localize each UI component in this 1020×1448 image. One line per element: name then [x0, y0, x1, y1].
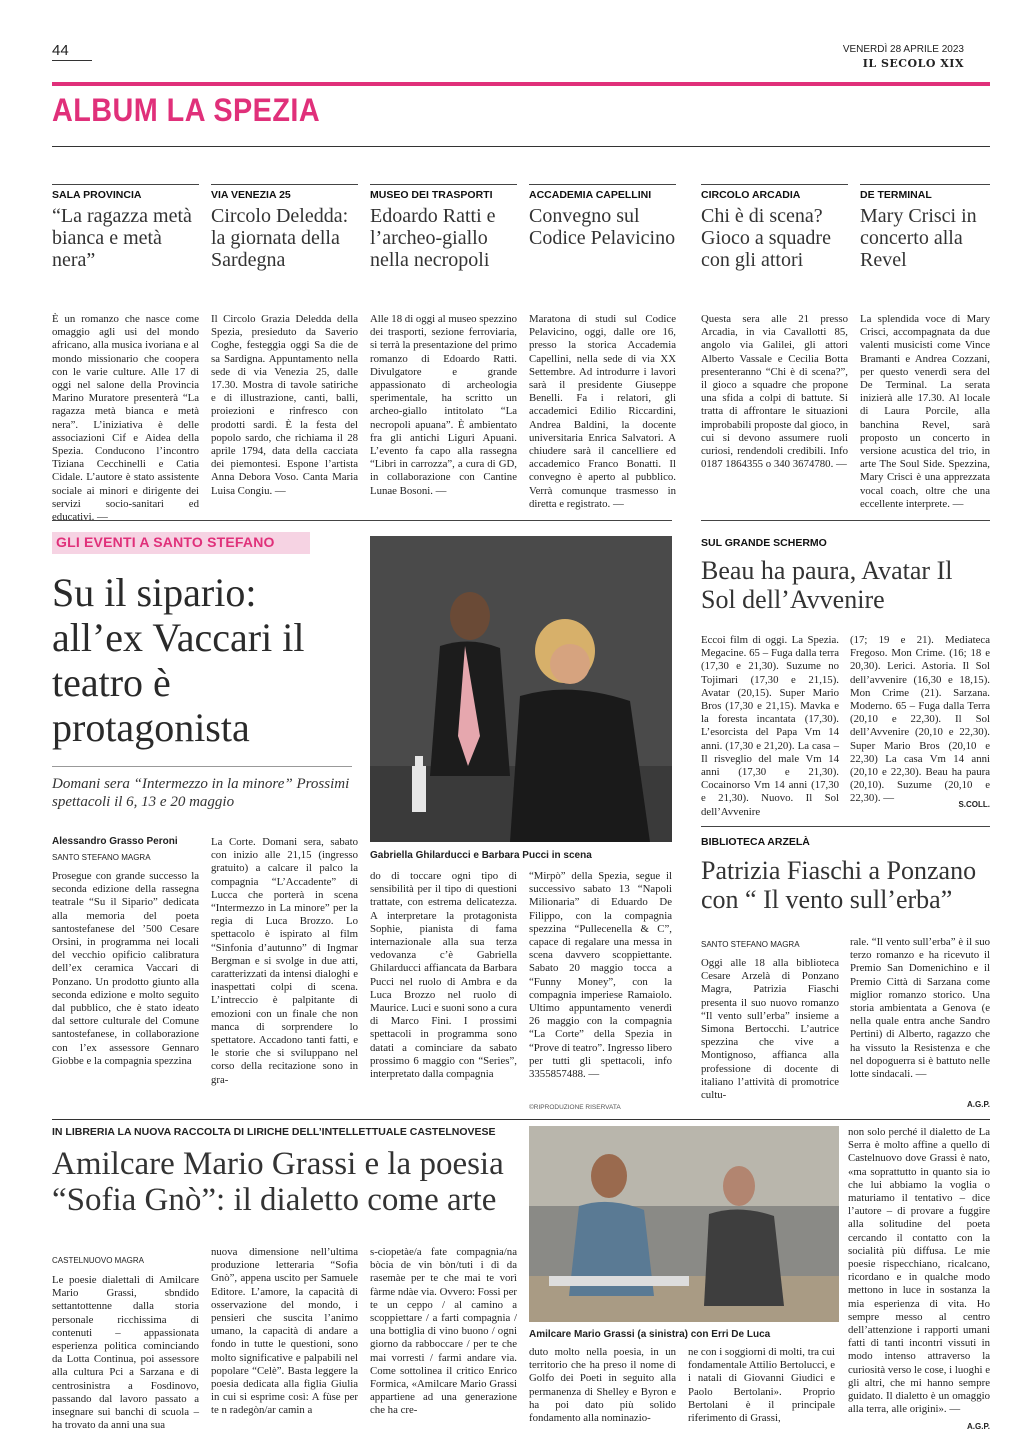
cinema-signature: S.COLL. [958, 800, 990, 809]
cinema-col1: Eccoi film di oggi. La Spezia. Megacine. 65 – Fuga dalla terra (17,30 e 21,30). Suzume no Tojimari (17,30 e 21,15). Avatar (20,15). Super Mario Bros (17,30 e 21,15). Mavka e la foresta incantata (17,30). L’esorcista del Papa Vm 14 anni. (17,30 e 21,20). La casa – Il risveglio del male Vm 14 anni (17,30 e 21,30). Cocainorso Vm 14 anni (17,30 e 21,30). Nuovo. Il Sol dell’Avvenire [701, 634, 839, 818]
library-rule [701, 826, 990, 827]
library-title: Patrizia Fiaschi a Ponzano con “ Il vento sull’erba” [701, 856, 977, 914]
section-divider [52, 146, 990, 147]
header-rule-short [52, 60, 92, 61]
article-de-terminal [860, 184, 990, 511]
article-kicker: VIA VENEZIA 25 [211, 184, 358, 201]
article-sala-provincia [52, 184, 199, 524]
bottom-article-col3: s-ciopetàe/a fate compagnìa/na bòcia de vin bòn/tuti i dì da rasemàe per te che mai te vorì fàrme ndàe via. Ovvero: Fossi per te un ceppo / al camino a scoppiettare / a farti compagnia / una bottiglia di vino buono / ogni giorno da rabboccare / per te che mai vorresti / farmi andare via. Come sottolinea il critico Enrico Formica, «Amilcare Mario Grassi appartiene ad una generazione che ha cre- [370, 1246, 517, 1417]
article-body: Questa sera alle 21 presso Arcadia, in via Cavallotti 85, angolo via Galilei, gli attori Alberto Vassale e Cecilia Botta presenteranno “Chi è di scena?”, il gioco a squadre che propone una sfida a colpi di battute. Si tratta di affrontare le situazioni improbabili proposte dal gioco, in cui si devono assumere ruoli curiosi, rendendoli credibili. Info 0187 1864355 o 340 3674780. — [701, 313, 848, 471]
cinema-kicker: SUL GRANDE SCHERMO [701, 537, 827, 549]
library-signature: A.G.P. [967, 1100, 990, 1109]
library-col1: Oggi alle 18 alla biblioteca Cesare Arzelà di Ponzano Magra, Patrizia Fiaschi presenta il suo nuovo romanzo “Il vento sull’erba” insieme a Simona Bertocchi. L’autrice spezzina che vive a Montignoso, affianca alla professione di docente di italiano l’attività di promotrice cultu- [701, 957, 839, 1102]
main-article-col3: do di toccare ogni tipo di sensibilità per il tipo di questioni trattate, con estrema delicatezza. A interpretare la protagonista Sophie, pianista di fama internazionale alla sua terza vedovanza c’è Gabriella Ghilarducci affiancata da Barbara Pucci nel ruolo di Ambra e da Luca Brozzo nel ruolo di Maurice. Luci e suoni sono a cura di Marco Fini. I prossimi spettacoli in programma sono datati a cominciare da sabato prossimo 6 maggio con “Series”, interpretato dalla compagnia [370, 870, 517, 1081]
theatre-photo [370, 536, 672, 842]
bottom-article-kicker: IN LIBRERIA LA NUOVA RACCOLTA DI LIRICHE DELL’INTELLETTUALE CASTELNOVESE [52, 1126, 496, 1138]
issue-date: VENERDÌ 28 APRILE 2023 [842, 44, 964, 55]
section-rule [52, 82, 990, 86]
article-via-venezia [211, 184, 358, 498]
article-kicker: SALA PROVINCIA [52, 184, 199, 201]
article-body: La splendida voce di Mary Crisci, accompagnata da due valenti musicisti come Vince Bramanti e Andrea Cozzani, per questo venerdì sera del De Terminal. La serata inizierà alle 17.30. Al locale di Laura Porcile, alla banchina Revel, sarà proposto un concerto in versione acustica del trio, in arte The Soul Side. Spezzina, Mary Crisci è una apprezzata vocal coach, oltre che una eccellente interprete. — [860, 313, 990, 510]
bottom-article-col6: non solo perché il dialetto de La Serra è molto affine a quello di Castelnuovo dove Grassi è nato, «ma soprattutto in quanto sia io che lui abbiamo la voglia o maturiamo il tentativo – dice l’autore – di provare a fuggire alla solitudine del poeta cercando il contatto con la socialità più diffusa. Le mie poesie rispecchiano, ricalcano, ricordano e in qualche modo mettono in luce in sostanza la mia esperienza di vita. Ho sempre messo al centro dell’attenzione i rapporti umani fatti di tanti incontri vissuti in modo intenso attraverso la curiosità verso le cose, i luoghi e gli altri, che mi hanno sempre guidato. Il dialetto è un omaggio alla terra, alle origini». — [848, 1126, 990, 1416]
library-col2: rale. “Il vento sull’erba” è il suo terzo romanzo e ha ricevuto il Premio San Domenichino e il Premio Città di Sarzana come miglior romanzo storico. Una storia ambientata a Genova (e nella quale entra anche Sandro Pertini) di Alberto, ragazzo che ha vissuto la Resistenza e che nel dopoguerra si è battuto nelle lotte sindacali. — [850, 936, 990, 1081]
article-body: Maratona di studi sul Codice Pelavicino, oggi, dalle ore 16, presso la storica Accademia Capellini, nella sede di via XX Settembre. Ad introdurre i lavori sarà il presidente Giuseppe Benelli. Fa i relatori, gli accademici Edilio Riccardini, Andrea Baldini, la docente universitaria Enrica Salvatori. A chiudere sarà il cancelliere ed accademico Franco Bonatti. Il convegno è aperto al pubblico. Verrà comunque trasmesso in diretta e registrato. — [529, 313, 676, 510]
article-title: Edoardo Ratti e l’archeo-giallo nella necropoli [370, 205, 496, 271]
article-kicker: MUSEO DEI TRASPORTI [370, 184, 517, 201]
article-title: Mary Crisci in concerto alla Revel [860, 205, 977, 271]
article-title: Circolo Deledda: la giornata della Sardegna [211, 205, 349, 271]
bottom-article-col4: duto molto nella poesia, in un territorio che ha preso il nome di Golfo dei Poeti in seguito alla permanenza di Shelley e Byron e ha poi dato più solido fondamento alla nominazio- [529, 1346, 676, 1425]
article-body: È un romanzo che nasce come omaggio agli usi del mondo africano, alla musica ivoriana e al mondo missionario che coopera con le varie culture. Alle 17 di oggi nel salone della Provincia Marino Muratore presenterà “La ragazza metà bianca e metà nera”. L’iniziativa è delle associazioni Cif e Aidea della Spezia. Conducono l’incontro Tiziana Cecchinelli e Catia Cidale. L’autore è stato assistente sociale ai minori e dirigente dei servizi socio-sanitari ed educativi. — [52, 313, 199, 524]
main-article-col4: “Mirpò” della Spezia, segue il successivo sabato 13 “Napoli Milionaria” di Eduardo De Filippo, con la compagnia spezzina “Pullecenella & C”, capace di regalare una messa in scena davvero scoppiettante. Sabato 20 maggio tocca a “Funny Money”, con la compagnia imperiese Ramaiolo. Ultimo appuntamento venerdì 26 maggio con la compagnia “La Corte” della Spezia in “Prove di teatro”. Ingresso libero per tutti gli spettacoli, info 3355857488. — [529, 870, 673, 1081]
article-kicker: DE TERMINAL [860, 184, 990, 201]
cinema-col2: (17; 19 e 21). Mediateca Fregoso. Mon Crime. (16; 18 e 20,30). Lerici. Astoria. Il Sol dell’avvenire (16,30 e 18,15). Mon Crime (21). Sarzana. Moderno. 65 – Fuga dalla Terra (20,10 e 22,30). Il Sol dell’Avvenire (20,10 e 22,30). Super Mario Bros (20,10 e 22,30) La casa Vm 14 anni (20,10 e 22,30). Beau ha paura (20,10). Suzume (20,10 e 22,30). — [850, 634, 990, 805]
dateline-place: SANTO STEFANO MAGRA [52, 853, 151, 862]
author-name: Alessandro Grasso Peroni [52, 836, 178, 847]
article-kicker: ACCADEMIA CAPELLINI [529, 184, 676, 201]
bottom-article-col1: Le poesie dialettali di Amilcare Mario Grassi, sbndido settantottenne dalla storia personale ricchissima di contenuti – appassionata esperienza politica cominciando da Lotta Continua, poi assessore alla cultura Pci a Sarzana e di centrosinistra a Fosdinovo, passando dal lavoro passato a insegnare sui banchi di scuola – ha trovato da anni una sua [52, 1274, 199, 1432]
main-article-kicker: GLI EVENTI A SANTO STEFANO [52, 532, 310, 554]
article-body: Il Circolo Grazia Deledda della Spezia, presieduto da Saverio Coghe, festeggia oggi Sa die de sa Sardigna. Appuntamento nella sede di via Venezia 25, dalle 17.30. Mostra di tavole satiriche e di illustrazione, canti, balli, proiezioni e rinfresco con prodotti sardi. È la festa del popolo sardo, che richiama il 28 aprile 1794, data della cacciata dei piemontesi. Espone l’artista Anna Debora Voso. Canta Maria Luisa Congiu. — [211, 313, 358, 497]
main-article-subtitle: Domani sera “Intermezzo in la minore” Prossimi spettacoli il 6, 13 e 20 maggio [52, 766, 352, 811]
section-title: ALBUM LA SPEZIA [52, 92, 321, 128]
page-number: 44 [52, 42, 69, 59]
article-title: “La ragazza metà bianca e metà nera” [52, 205, 192, 271]
article-title: Convegno sul Codice Pelavicino [529, 205, 676, 249]
main-article-rule [52, 520, 672, 521]
cinema-title: Beau ha paura, Avatar Il Sol dell’Avvenire [701, 556, 953, 614]
newspaper-name: IL SECOLO XIX [862, 57, 964, 70]
cinema-rule [701, 520, 990, 521]
library-kicker: BIBLIOTECA ARZELÀ [701, 836, 810, 848]
main-article-title: Su il sipario: all’ex Vaccari il teatro è protagonista [52, 570, 305, 750]
bottom-article-title: Amilcare Mario Grassi e la poesia “Sofia Gnò”: il dialetto come arte [52, 1146, 504, 1218]
main-article-col2: La Corte. Domani sera, sabato con inizio alle 21,15 (ingresso gratuito) a calcare il palco la compagnia “L’Accadente” di Lucca che porterà in scena “Intermezzo in La minore” per la regia di Luca Brozzo. Lo spettacolo è ispirato al film “Sinfonia d’autunno” di Ingmar Bergman e si svolge in due atti, caratterizzati da intensi dialoghi e inaspettati colpi di scena. L’intreccio è palpitante di emozioni con un finale che non manca di sorprendere lo spettatore. Accadono tanti fatti, e le storie che si sviluppano nel corso della recitazione sono in gra- [211, 836, 358, 1086]
article-circolo-arcadia [701, 184, 848, 471]
bottom-article-col5: ne con i soggiorni di molti, tra cui fondamentale Attilio Bertolucci, e i natali di Giovanni Giudici e Paolo Bertolani». Proprio Bertolani è il principale riferimento di Grassi, [688, 1346, 835, 1425]
article-body: Alle 18 di oggi al museo spezzino dei trasporti, sezione ferroviaria, si terrà la presentazione del primo romanzo di Edoardo Ratti. Divulgatore e grande appassionato di archeologia sperimentale, ha scritto un archeo-giallo intitolato “La necropoli apuana”. È ambientato fra gli antichi Liguri Apuani. L’evento fa capo alla rassegna “Libri in carrozza”, a cura di GD, in collaborazione con Cantine Lunae Bosoni. — [370, 313, 517, 497]
bottom-article-col2: nuova dimensione nell’ultima produzione letteraria “Sofia Gnò”, appena uscito per Samuele Editore. L’amore, la capacità di osservazione del mondo, i pensieri che suscita l’animo umano, la capacità di andare a fondo in tutte le questioni, sono molto significative e palpabili nel popolare “Celè”. Basta leggere la poesia dedicata alla figlia Giulia in cui si esprime così: A fùse per te n radegòn/ar camin a [211, 1246, 358, 1417]
library-place: SANTO STEFANO MAGRA [701, 940, 800, 949]
photo-caption: Gabriella Ghilarducci e Barbara Pucci in scena [370, 850, 592, 861]
article-museo-trasporti [370, 184, 517, 498]
bottom-signature: A.G.P. [967, 1422, 990, 1431]
article-title: Chi è di scena? Gioco a squadre con gli attori [701, 205, 831, 271]
copyright-notice: ©RIPRODUZIONE RISERVATA [529, 1104, 621, 1111]
main-article-col1: Prosegue con grande successo la seconda edizione della rassegna teatrale “Su il Sipario” dedicata alla memoria del poeta santostefanese del ’500 Cesare Orsini, in programma nei locali del vecchio opificio calibratura dell’ex ceramica Vaccari di Ponzano. Un prodotto giunto alla seconda edizione e molto seguito dal pubblico, che è stato ideato dal settore culturale del Comune santostefanese, in collaborazione con l’ex assessore Gennaro Giobbe e la compagnia spezzina [52, 870, 199, 1067]
article-accademia-capellini [529, 184, 676, 511]
bottom-dateline-place: CASTELNUOVO MAGRA [52, 1256, 145, 1265]
article-kicker: CIRCOLO ARCADIA [701, 184, 848, 201]
grassi-photo [529, 1126, 839, 1322]
bottom-photo-caption: Amilcare Mario Grassi (a sinistra) con Erri De Luca [529, 1329, 771, 1340]
bottom-article-rule [52, 1119, 990, 1120]
